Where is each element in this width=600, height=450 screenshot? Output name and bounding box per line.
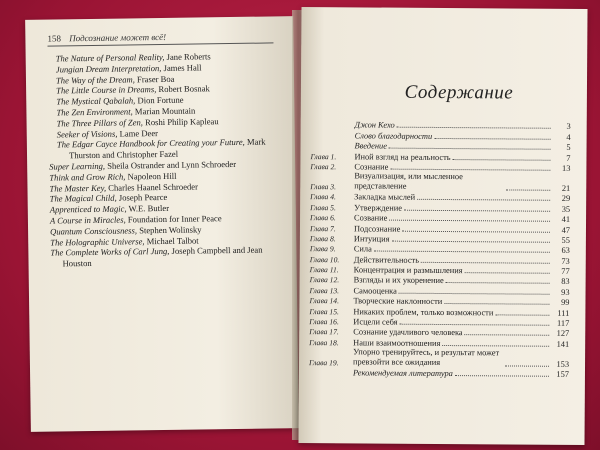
reference-title: The Complete Works of Carl Jung, (50, 246, 170, 258)
reference-title: The Zen Environment, (56, 106, 133, 118)
reference-author: Dion Fortune (137, 94, 184, 106)
reference-title: Apprenticed to Magic, (49, 203, 127, 215)
reference-author: Joseph Campbell and Jean Houston (62, 244, 263, 269)
running-head (47, 30, 273, 46)
reference-title: The Edgar Cayce Handbook for Creating your Future, (56, 137, 245, 150)
toc-entry (310, 150, 570, 162)
chapter-title: Творческие наклонности (353, 296, 443, 307)
reference-title: The Mystical Qabalah, (56, 95, 136, 107)
chapter-page-number: 7 (566, 153, 571, 163)
reference-title: A Course in Miracles, (49, 214, 126, 226)
toc-entry (309, 305, 569, 317)
reference-title: The Master Key, (49, 182, 107, 194)
chapter-number: Глава 10. (309, 254, 340, 264)
chapter-title: Иной взгляд на реальность (354, 151, 451, 162)
chapter-title: Сила (353, 244, 372, 254)
chapter-title: Введение (354, 141, 387, 151)
chapter-title: Действительность (353, 255, 420, 265)
chapter-page-number: 29 (561, 194, 571, 204)
reference-author: Napoleon Hill (127, 170, 177, 182)
dot-leader (397, 127, 551, 129)
toc-entry (309, 326, 569, 338)
chapter-number: Глава 14. (309, 296, 340, 306)
chapter-page-number: 93 (561, 287, 570, 297)
chapter-title: Слово благодарности (354, 131, 433, 141)
chapter-number: Глава 11. (309, 265, 339, 275)
reference-author: Lame Deer (119, 127, 159, 139)
chapter-number: Глава 7. (309, 223, 336, 233)
reference-author: W.E. Butler (128, 203, 170, 214)
chapter-number: Глава 3. (310, 182, 337, 192)
chapter-page-number: 41 (561, 214, 571, 225)
chapter-number: Глава 2. (310, 162, 337, 172)
chapter-page-number: 77 (561, 266, 570, 276)
chapter-title: Рекомендуемая литература (352, 368, 453, 379)
reference-author: James Hall (163, 62, 202, 73)
chapter-number: Глава 16. (309, 317, 339, 327)
dot-leader (453, 159, 551, 161)
chapter-number: Глава 12. (309, 275, 340, 285)
dot-leader (389, 220, 550, 222)
reference-author: Mark Thurston and Christopher Fazel (68, 136, 266, 161)
dot-leader (404, 209, 550, 211)
chapter-title: Интуиция (353, 234, 390, 244)
right-page (298, 7, 587, 445)
chapter-number: Глава 4. (310, 192, 336, 202)
chapter-page-number: 55 (561, 235, 570, 245)
chapter-page-number: 5 (566, 143, 571, 153)
chapter-title: Наши взаимоотношения (353, 338, 441, 348)
dot-leader (444, 303, 549, 305)
reference-title: Super Learning, (49, 160, 106, 172)
chapter-title: Самооценка (353, 286, 397, 296)
reference-author: Robert Bosnak (158, 83, 210, 95)
chapter-page-number: 153 (556, 359, 570, 369)
chapter-title: Визуализация, или мысленное представление (354, 171, 463, 191)
chapter-title: Сознание удачливого человека (353, 327, 463, 338)
reference-author: Joseph Pearce (118, 192, 168, 203)
chapter-title: Сознание (354, 162, 389, 172)
reference-author: Roshi Philip Kapleau (145, 115, 219, 128)
left-page-number: 158 (47, 33, 61, 44)
dot-leader (417, 199, 550, 201)
chapter-number: Глава 15. (309, 306, 339, 316)
reference-title: The Holographic Universe, (50, 235, 145, 248)
chapter-page-number: 157 (556, 369, 569, 380)
reference-author: Jane Roberts (166, 51, 211, 62)
reference-author: Michael Talbot (146, 235, 199, 246)
contents-heading: Содержание (404, 81, 514, 104)
dot-leader (455, 375, 549, 377)
reference-title: The Way of the Dream, (55, 73, 135, 86)
chapter-page-number: 47 (561, 225, 571, 235)
reference-title: Think and Grow Rich, (49, 171, 126, 183)
chapter-number: Глава 13. (309, 285, 340, 296)
reference-author: Foundation for Inner Peace (127, 213, 222, 225)
chapter-page-number: 127 (556, 329, 570, 339)
chapter-page-number: 21 (561, 183, 571, 193)
reference-title: The Three Pillars of Zen, (56, 117, 143, 129)
toc-entry (310, 171, 570, 193)
chapter-page-number: 4 (566, 132, 571, 142)
dot-leader (389, 148, 551, 150)
dot-leader (434, 138, 550, 140)
toc-entry (309, 295, 569, 307)
reference-title: The Nature of Personal Reality, (55, 51, 165, 64)
chapter-page-number: 63 (561, 246, 570, 256)
chapter-title: Закладка мыслей (354, 192, 416, 203)
reference-author: Fraser Boa (136, 73, 175, 84)
chapter-number: Глава 6. (310, 213, 336, 223)
reference-author: Sheila Ostrander and Lynn Schroeder (107, 158, 237, 171)
chapter-page-number: 73 (561, 256, 570, 266)
chapter-page-number: 3 (566, 122, 571, 132)
reference-title: Jungian Dream Interpretation, (55, 62, 162, 75)
toc-entry (310, 264, 570, 276)
reference-title: Quantum Consciousness, (50, 225, 138, 237)
dot-leader (374, 251, 550, 253)
running-title: Подсознание может всё! (69, 31, 167, 44)
reference-list (48, 50, 291, 269)
chapter-number: Глава 8. (309, 233, 336, 244)
chapter-number: Глава 5. (310, 202, 336, 212)
toc-entry (309, 367, 569, 379)
reference-title: The Magical Child, (49, 192, 117, 204)
dot-leader (390, 169, 550, 171)
dot-leader (421, 262, 550, 264)
chapter-title: Подсознание (353, 223, 401, 234)
chapter-page-number: 99 (561, 298, 570, 308)
chapter-number: Глава 17. (309, 327, 339, 337)
chapter-number: Глава 19. (309, 357, 339, 368)
left-page (25, 16, 299, 432)
dot-leader (446, 282, 550, 284)
dot-leader (506, 189, 550, 190)
chapter-title: Никаких проблем, только возможности (353, 307, 494, 317)
chapter-page-number: 83 (561, 277, 570, 287)
chapter-title: Утверждение (354, 203, 403, 213)
toc-entry (310, 274, 570, 286)
dot-leader (465, 272, 550, 274)
dot-leader (391, 241, 549, 243)
chapter-page-number: 141 (556, 339, 570, 349)
chapter-page-number: 111 (557, 308, 570, 318)
chapter-page-number: 117 (557, 318, 570, 328)
reference-title: The Little Course in Dreams, (56, 84, 157, 96)
dot-leader (505, 365, 549, 366)
dot-leader (465, 335, 550, 337)
chapter-title: Упорно тренируйтесь, и результат может превзойти все ожидания (353, 347, 500, 367)
table-of-contents (309, 119, 571, 379)
chapter-title: Взгляды и их укоренение (353, 275, 444, 286)
chapter-number: Глава 18. (309, 337, 339, 348)
chapter-title: Концентрация и размышления (353, 265, 463, 276)
dot-leader (495, 314, 549, 315)
reference-author: Stephen Wolinsky (139, 224, 202, 236)
chapter-title: Джон Кехо (354, 120, 395, 131)
reference-author: Marian Mountain (134, 105, 196, 117)
reference-item (50, 245, 290, 270)
dot-leader (402, 230, 550, 232)
chapter-number: Глава 1. (310, 151, 337, 161)
chapter-title: Исцели себя (353, 317, 398, 327)
chapter-page-number: 13 (561, 163, 571, 173)
dot-leader (399, 324, 549, 326)
reference-author: Charles Haanel Schroeder (108, 181, 198, 193)
chapter-page-number: 35 (561, 204, 571, 214)
dot-leader (399, 293, 550, 295)
reference-title: Seeker of Visions, (56, 128, 118, 140)
chapter-number: Глава 9. (309, 244, 336, 254)
toc-entry (309, 347, 569, 369)
dot-leader (442, 345, 549, 347)
chapter-title: Созвание (354, 213, 388, 223)
